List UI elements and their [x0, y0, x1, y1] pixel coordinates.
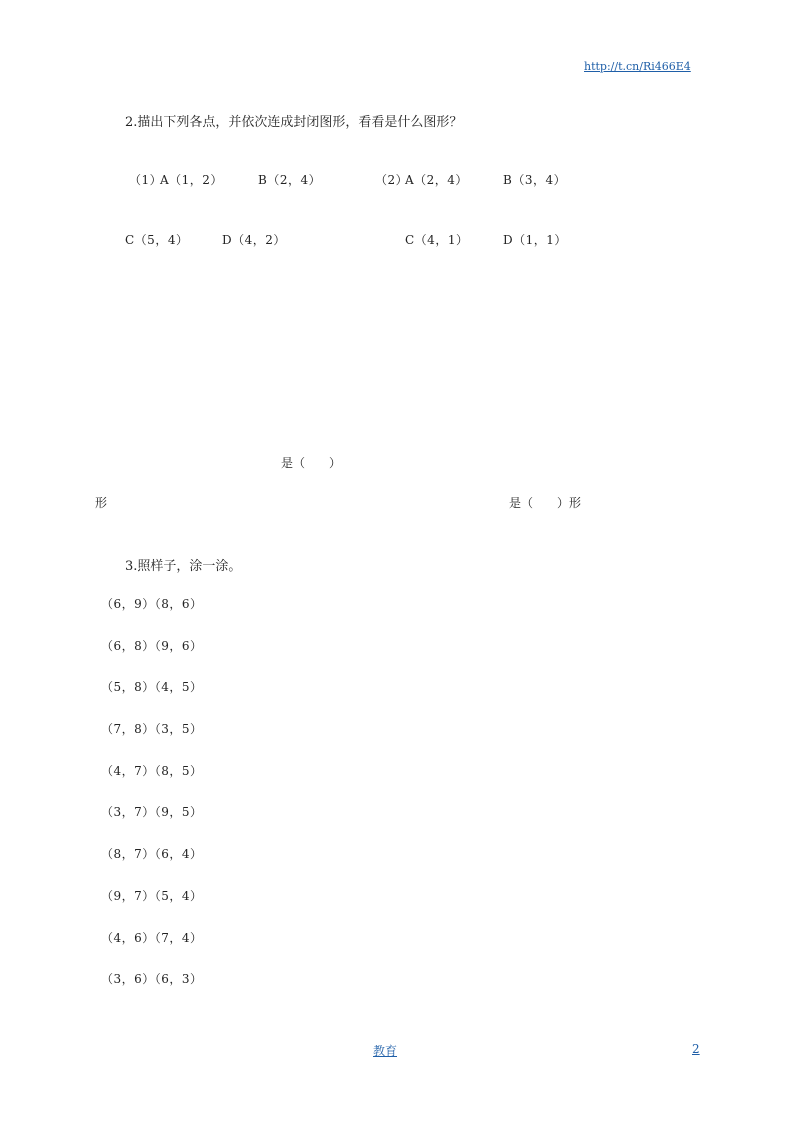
coordinate-pair-row: （4，6）（7，4） [101, 930, 203, 945]
footer-page-number[interactable]: 2 [692, 1042, 700, 1056]
header-link[interactable]: http://t.cn/Ri466E4 [584, 60, 691, 73]
group2-point-b: B（3，4） [503, 173, 567, 187]
coordinate-pair-row: （6，9）（8，6） [101, 597, 203, 611]
question-3-title: 3.照样子，涂一涂。 [125, 559, 242, 574]
group2-point-d: D（1，1） [503, 233, 567, 247]
coordinate-pair-row: （7，8）（3，5） [101, 722, 203, 737]
coordinate-pair-row: （9，7）（5，4） [101, 888, 203, 903]
footer-education-link[interactable]: 教育 [373, 1044, 398, 1058]
coordinate-pair-row: （3，6）（6，3） [101, 972, 203, 987]
coordinate-pair-list [101, 597, 203, 1014]
group1-point-d: D（4，2） [222, 233, 286, 247]
group1-point-b: B（2，4） [258, 173, 322, 187]
coordinate-pair-row: （4，7）（8，5） [101, 763, 203, 778]
coordinate-pair-row: （8，7）（6，4） [101, 847, 203, 862]
answer-1-suffix: 形 [95, 496, 108, 510]
group1-point-c: C（5，4） [125, 233, 189, 247]
group2-point-c: C（4，1） [405, 233, 469, 247]
coordinate-pair-row: （3，7）（9，5） [101, 805, 203, 820]
group1-label: （1） [129, 173, 163, 187]
group2-label: （2） [375, 173, 409, 187]
coordinate-pair-row: （5，8）（4，5） [101, 680, 203, 695]
answer-1-blank: 是（ ） [281, 456, 342, 470]
answer-2-blank: 是（ ）形 [509, 496, 582, 510]
group2-point-a: A（2，4） [405, 173, 468, 187]
coordinate-pair-row: （6，8）（9，6） [101, 638, 203, 653]
group1-point-a: A（1，2） [160, 173, 223, 187]
question-2-title: 2.描出下列各点，并依次连成封闭图形，看看是什么图形？ [125, 115, 463, 130]
